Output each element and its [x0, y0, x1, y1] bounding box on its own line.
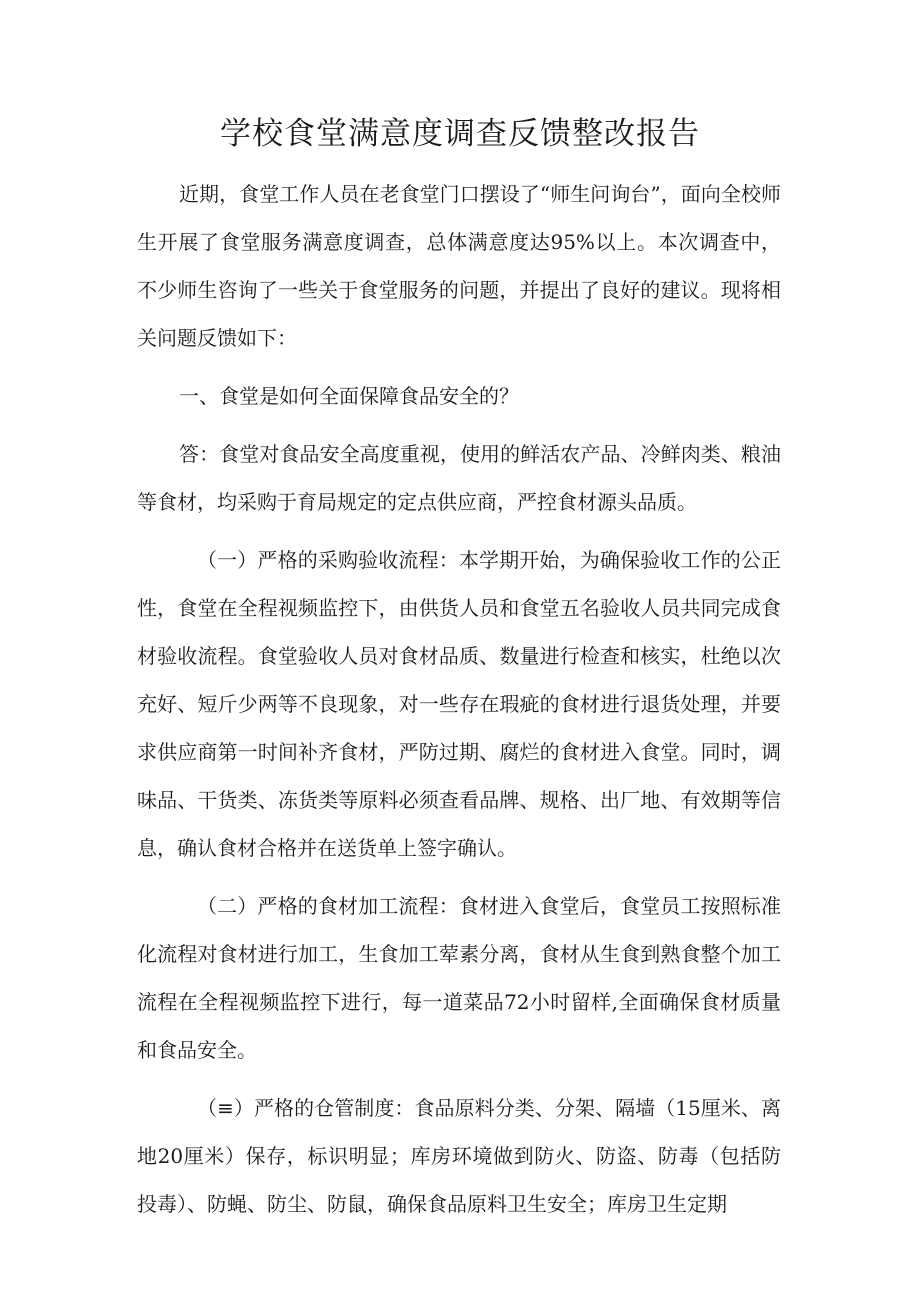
paragraph-answer: 答：食堂对食品安全高度重视，使用的鲜活农产品、冷鲜肉类、粮油等食材，均采购于育局规定的定点供应商，严控食材源头品质。: [137, 442, 781, 514]
paragraph-question-1: 一、食堂是如何全面保障食品安全的？: [179, 384, 519, 408]
paragraph-processing: （二）严格的食材加工流程：食材进入食堂后，食堂员工按照标准化流程对食材进行加工，生食加工荤素分离，食材从生食到熟食整个加工流程在全程视频监控下进行，每一道菜品72小时留样,全面确保食材质量和食品安全。: [137, 894, 781, 1062]
paragraph-intro: 近期，食堂工作人员在老食堂门口摆设了“师生问询台”，面向全校师生开展了食堂服务满意度调查，总体满意度达95%以上。本次调查中，不少师生咨询了一些关于食堂服务的问题，并提出了良好的建议。现将相关问题反馈如下：: [137, 182, 781, 350]
paragraph-procurement: （一）严格的采购验收流程：本学期开始，为确保验收工作的公正性，食堂在全程视频监控下，由供货人员和食堂五名验收人员共同完成食材验收流程。食堂验收人员对食材品质、数量进行检查和核实，杜绝以次充好、短斤少两等不良现象，对一些存在瑕疵的食材进行退货处理，并要求供应商第一时间补齐食材，严防过期、腐烂的食材进入食堂。同时，调味品、干货类、冻货类等原料必须查看品牌、规格、出厂地、有效期等信息，确认食材合格并在送货单上签字确认。: [137, 548, 781, 860]
paragraph-warehouse: （≡）严格的仓管制度：食品原料分类、分架、隔墙（15厘米、离地20厘米）保存，标识明显；库房环境做到防火、防盗、防毒（包括防投毒）、防蝇、防尘、防鼠，确保食品原料卫生安全；库房卫生定期: [137, 1096, 781, 1216]
document-body: [137, 170, 781, 1238]
document-title: 学校食堂满意度调查反馈整改报告: [220, 116, 700, 152]
